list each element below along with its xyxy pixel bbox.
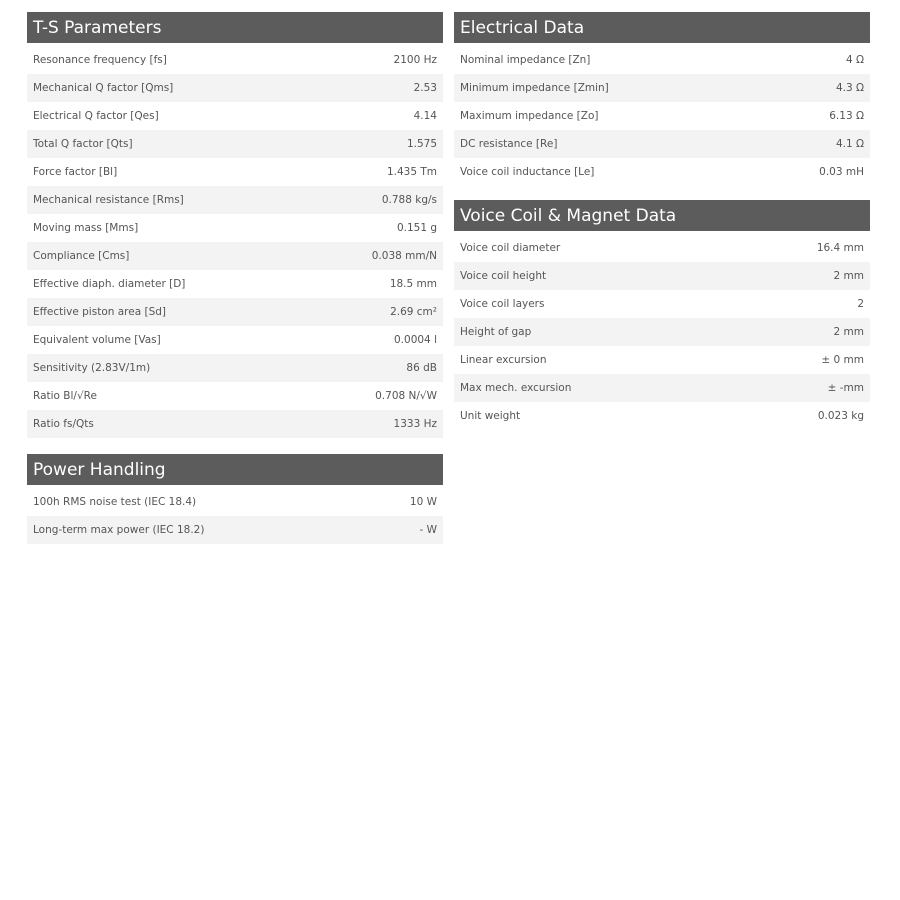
table-row	[454, 374, 870, 402]
parameter-label: Sensitivity (2.83V/1m)	[33, 362, 151, 374]
parameter-label: Mechanical Q factor [Qms]	[33, 82, 174, 94]
voice-coil-magnet-table	[454, 234, 870, 430]
parameter-label: 100h RMS noise test (IEC 18.4)	[33, 496, 197, 508]
parameter-label: Resonance frequency [fs]	[33, 54, 167, 66]
table-row	[27, 382, 443, 410]
table-row	[27, 46, 443, 74]
parameter-label: Unit weight	[460, 410, 521, 422]
parameter-label: DC resistance [Re]	[460, 138, 558, 150]
electrical-data-section	[454, 12, 870, 186]
parameter-value: 10 W	[409, 496, 437, 508]
parameter-value: 86 dB	[406, 362, 437, 374]
parameter-label: Voice coil height	[460, 270, 547, 282]
table-row	[27, 102, 443, 130]
right-column	[454, 12, 870, 430]
ts-parameters-table	[27, 46, 443, 438]
power-handling-table	[27, 488, 443, 544]
parameter-label: Ratio fs/Qts	[33, 418, 94, 430]
parameter-label: Electrical Q factor [Qes]	[33, 110, 159, 122]
parameter-label: Moving mass [Mms]	[33, 222, 139, 234]
voice-coil-magnet-header: Voice Coil & Magnet Data	[454, 200, 870, 231]
parameter-value: 1.435 Tm	[386, 166, 437, 178]
table-row	[27, 186, 443, 214]
parameter-value: 4.1 Ω	[835, 138, 864, 150]
parameter-value: - W	[419, 524, 437, 536]
table-row	[27, 130, 443, 158]
left-column	[27, 12, 443, 544]
parameter-label: Voice coil layers	[460, 298, 545, 310]
voice-coil-magnet-section	[454, 200, 870, 430]
table-row	[454, 290, 870, 318]
table-row	[454, 74, 870, 102]
parameter-label: Mechanical resistance [Rms]	[33, 194, 184, 206]
parameter-value: ± -mm	[827, 382, 864, 394]
power-handling-section	[27, 454, 443, 544]
parameter-value: 2100 Hz	[393, 54, 437, 66]
parameter-value: 0.038 mm/N	[371, 250, 437, 262]
table-row	[454, 46, 870, 74]
parameter-value: 2.53	[413, 82, 437, 94]
parameter-value: 0.708 N/√W	[375, 390, 437, 402]
table-row	[454, 234, 870, 262]
parameter-label: Total Q factor [Qts]	[33, 138, 133, 150]
parameter-label: Equivalent volume [Vas]	[33, 334, 161, 346]
parameter-value: 0.151 g	[396, 222, 437, 234]
parameter-value: 2	[857, 298, 864, 310]
parameter-label: Height of gap	[460, 326, 532, 338]
table-row	[27, 214, 443, 242]
power-handling-header: Power Handling	[27, 454, 443, 485]
electrical-data-header: Electrical Data	[454, 12, 870, 43]
ts-parameters-section	[27, 12, 443, 438]
parameter-value: 6.13 Ω	[829, 110, 864, 122]
parameter-value: 1333 Hz	[393, 418, 437, 430]
table-row	[27, 488, 443, 516]
parameter-label: Effective piston area [Sd]	[33, 306, 167, 318]
table-row	[454, 102, 870, 130]
table-row	[27, 74, 443, 102]
table-row	[454, 346, 870, 374]
table-row	[454, 262, 870, 290]
parameter-value: 4 Ω	[845, 54, 864, 66]
electrical-data-table	[454, 46, 870, 186]
parameter-value: 2 mm	[833, 326, 864, 338]
table-row	[27, 242, 443, 270]
parameter-value: 0.788 kg/s	[381, 194, 437, 206]
parameter-value: 16.4 mm	[816, 242, 864, 254]
parameter-value: ± 0 mm	[821, 354, 864, 366]
parameter-label: Voice coil diameter	[460, 242, 561, 254]
table-row	[454, 130, 870, 158]
parameter-label: Voice coil inductance [Le]	[460, 166, 595, 178]
parameter-label: Ratio Bl/√Re	[33, 390, 97, 402]
table-row	[27, 410, 443, 438]
parameter-label: Force factor [Bl]	[33, 166, 118, 178]
ts-parameters-header: T-S Parameters	[27, 12, 443, 43]
parameter-value: 2.69 cm²	[390, 306, 437, 318]
parameter-label: Nominal impedance [Zn]	[460, 54, 591, 66]
table-row	[27, 158, 443, 186]
parameter-label: Max mech. excursion	[460, 382, 572, 394]
table-row	[454, 158, 870, 186]
parameter-value: 4.3 Ω	[835, 82, 864, 94]
table-row	[27, 298, 443, 326]
parameter-label: Compliance [Cms]	[33, 250, 130, 262]
table-row	[454, 402, 870, 430]
parameter-value: 0.03 mH	[819, 166, 864, 178]
table-row	[27, 354, 443, 382]
parameter-value: 4.14	[413, 110, 437, 122]
parameter-label: Effective diaph. diameter [D]	[33, 278, 186, 290]
parameter-label: Linear excursion	[460, 354, 547, 366]
parameter-label: Maximum impedance [Zo]	[460, 110, 599, 122]
table-row	[27, 516, 443, 544]
parameter-value: 18.5 mm	[389, 278, 437, 290]
parameter-value: 2 mm	[833, 270, 864, 282]
parameter-value: 1.575	[406, 138, 437, 150]
parameter-value: 0.0004 l	[394, 334, 437, 346]
parameter-value: 0.023 kg	[817, 410, 864, 422]
table-row	[27, 326, 443, 354]
parameter-label: Minimum impedance [Zmin]	[460, 82, 609, 94]
table-row	[454, 318, 870, 346]
parameter-label: Long-term max power (IEC 18.2)	[33, 524, 205, 536]
table-row	[27, 270, 443, 298]
